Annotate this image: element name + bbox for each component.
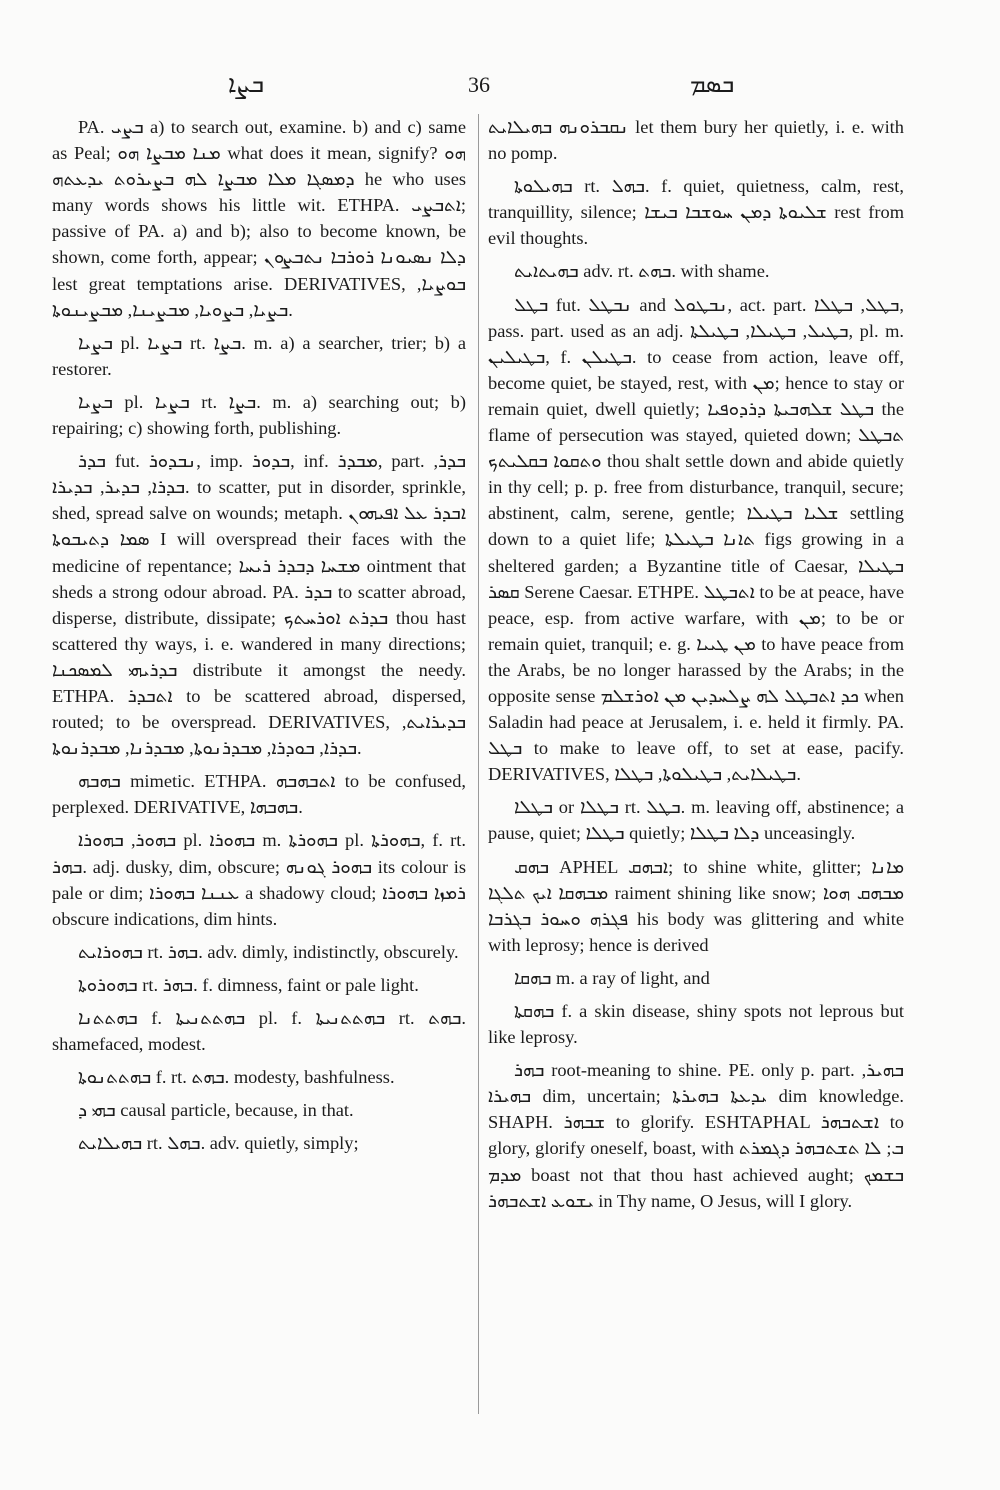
entry-3: ܒܛܠ fut. ܢܒܛܠ and ܢܒܛܘܠ, act. part. ܒܛܠ, ܒܛܠܐ, pass. part. used as an adj. ܒܛܝܠ, ܒܛܝܠܐ, ܒܛܝܠܬܐ, pl. m. ܒܛܝܠܝܢ, f. ܒܛܝܠܢ. to cease from action, leave off, become quiet, be stayed, rest, with ܡܢ; hence to stay or remain quiet, dwell quietly; ܒܛܠ ܫܠܗܒܝܬܐ ܕܪܕܘܦܝܐ the flame of persecution was stayed, quieted down; ܬܒܛܠ ܘܬܩܘܐ ܒܩܠܝܬܟ thou shalt settle down and abide quietly in thy cell; p. p. free from disturbance, tranquil, secure; abstinent, calm, serene, gentle; ܫܠܝܐ ܒܛܝܠܐ settling down to a quiet life; ܬܐܢܐ ܒܛܝܠܬܐ figs growing in a sheltered garden; a Byzantine title of Caesar, ܒܛܝܠܐ ܩܣܪ Serene Caesar. ETHPE. ܐܬܒܛܠ to be at peace, have peace, esp. from active warfare, with ܡܢ; to be or remain quiet, tranquil; e. g. ܡܢ ܛܝܝܐ to have peace from the Arabs, be no longer harassed by the Arabs; in the opposite sense ܟܕ ܐܬܒܛܠ ܠܗ ܨܠܚܕܝܢ ܡܢ ܐܘܪܫܠܡ when Saladin had peace at Jerusalem, i. e. held it firmly. PA. ܒܛܠ to make to leave off, to set at ease, pacify. DERIVATIVES, ܒܛܝܠܐܝܬ, ܒܛܝܠܘܬܐ, ܒܛܠܐ. — [488, 294, 904, 785]
running-head-right: ܒܣܡ — [690, 72, 735, 98]
page-number: 36 — [468, 72, 490, 97]
entry-5: ܒܗܩ APHEL ܐܒܗܩ; to shine white, glitter; ܡܐܢܐ ܡܒܗܩܐ ܐܝܟ ܬܠܓܐ raiment shining like snow; ܡܒܗܩ ܗܘܐ ܦܓܪܗ ܘܚܘܪ ܒܓܪܒܐ his body was glittering and white with leprosy; hence is derived — [488, 856, 904, 955]
entry-5: ܒܗܘܪ, ܒܗܘܪܐ pl. ܒܗܘܪܐ m. ܒܗܘܪܬܐ pl. ܒܗܘܪܬܐ, f. rt. ܒܗܪ. adj. dusky, dim, obscure; ܒܗܘܪ ܓܘܢܗ its colour is pale or dim; ܥܢܢܐ ܒܗܘܪܐ a shadowy cloud; ܪܡܙܐ ܒܗܘܪܐ obscure indications, dim hints. — [52, 830, 466, 929]
entry-8: ܒܗܪ root-meaning to shine. PE. only p. part. ܒܗܝܪ, ܒܗܝܪܐ dim, uncertain; ܝܕܥܬܐ ܒܗܝܪܬܐ dim knowledge. SHAPH. ܫܒܗܪ to glorify. ESHTAPHAL ܐܫܬܒܗܪ to glory, glorify oneself, boast, with ܒ; ܠܐ ܬܫܬܒܗܪ ܕܓܡܪܬ ܡܕܡ boast not that thou hast achieved aught; ܒܫܡܟ ܝܫܘܥ ܐܫܬܒܗܪ in Thy name, O Jesus, will I glory. — [488, 1060, 904, 1211]
entry-7: ܒܗܘܪܘܬܐ rt. ܒܗܪ. f. dimness, faint or pale light. — [78, 974, 419, 995]
entry-11: ܒܗܝܠܐܝܬ rt. ܒܗܠ. adv. quietly, simply; — [78, 1133, 359, 1154]
entry-1: ܒܨܝܐ pl. ܒܨܝܐ rt. ܒܨܐ. m. a) a searcher, trier; b) a restorer. — [52, 332, 466, 379]
entry-9: ܒܗܬܬܢܘܬܐ f. rt. ܒܗܬ. modesty, bashfulness. — [78, 1067, 395, 1088]
entry-1: ܒܗܝܠܘܬܐ rt. ܒܗܠ. f. quiet, quietness, calm, rest, tranquillity, silence; ܫܠܝܘܬܐ ܕܡܢ ܚܘܫܒܐ ܒܝܫܐ rest from evil thoughts. — [488, 176, 904, 249]
column-divider — [478, 114, 479, 1414]
entry-6: ܒܗܘܪܐܝܬ rt. ܒܗܪ. adv. dimly, indistinctly, obscurely. — [78, 941, 459, 962]
entry-7: ܒܗܩܬܐ f. a skin disease, shiny spots not leprous but like leprosy. — [488, 1001, 904, 1048]
left-column — [52, 114, 466, 1444]
right-column — [488, 114, 904, 1444]
entry-10: ܒܗܝ ܕ causal particle, because, in that. — [78, 1100, 354, 1121]
entry-4: ܒܗܒܗ mimetic. ETHPA. ܐܬܒܗܒܗ to be confused, perplexed. DERIVATIVE, ܒܗܒܗܐ. — [52, 771, 466, 818]
running-head-left: ܒܨܐ — [228, 72, 264, 98]
entry-2: ܒܨܝܐ pl. ܒܨܝܐ rt. ܒܨܐ. m. a) searching out; b) repairing; c) showing forth, publishing. — [52, 391, 466, 439]
entry-8: ܒܗܬܬܢܐ f. ܒܗܬܬܢܝܬܐ pl. f. ܒܗܬܬܢܝܬܐ rt. ܒܗܬ. shamefaced, modest. — [52, 1008, 466, 1055]
entry-continuation: ܢܩܒܪܘܢܗ ܒܗܝܠܐܝܬ let them bury her quietly, i. e. with no pomp. — [488, 117, 904, 164]
entry-4: ܒܛܠܐ or ܒܛܠܐ rt. ܒܛܠ. m. leaving off, abstinence; a pause, quiet; ܒܛܠܐ quietly; ܕܠܐ ܒܛܠܐ unceasingly. — [488, 797, 904, 844]
entry-3: ܒܕܪ fut. ܢܒܕܘܪ, imp. ܒܕܘܪ, inf. ܡܒܕܪ, part. ܒܕܪ, ܒܕܪܐ, ܒܕܝܪ, ܒܕܝܪܐ. to scatter, put in disorder, sprinkle, shed, spread salve on wounds; metaph. ܐܒܕܪ ܥܠ ܐܦܝܗܘܢ ܣܡܐ ܕܬܝܒܘܬܐ I will overspread their faces with the medicine of repentance; ܡܫܚܐ ܕܒܕܪ ܪܝܚܐ ointment that sheds a strong odour abroad. PA. ܒܕܪ to scatter abroad, disperse, distribute, dissipate; ܒܕܪܬ ܐܘܪܚܬܟ thou hast scattered thy ways, i. e. wandered in many directions; ܒܕܪܝܗܝ ܠܡܣܟܢܐ distribute it amongst the needy. ETHPA. ܐܬܒܕܪ to be scattered abroad, dispersed, routed; to be overspread. DERIVATIVES, ܒܕܝܪܐܝܬ, ܒܕܪܐ, ܒܘܕܪܐ, ܡܒܕܪܢܘܬܐ, ܡܒܕܪܢܐ, ܡܒܕܪܢܘܬܐ. — [52, 451, 466, 759]
entry-2: ܒܗܝܬܐܝܬ adv. rt. ܒܗܬ. with shame. — [514, 261, 770, 282]
entry-0: PA. ܒܨܝ a) to search out, examine. b) and c) same as Peal; ܡܢܐ ܡܒܨܐ ܗܘ what does it mean, signify? ܗܘ ܕܡܣܓܐ ܡܠܐ ܡܒܨܐ ܠܗ ܒܨܝܪܘܬ ܝܕܥܬܗ he who uses many words shows his little wit. ETHPA. ܐܬܒܨܝ; passive of PA. a) and b); also to become known, be shown, come forth, appear; ܕܠܐ ܢܣܝܘܢܐ ܪܘܪܒܐ ܢܬܒܨܘܢ lest great temptations arise. DERIVATIVES, ܒܘܨܝܐ, ܒܨܝܐ, ܒܨܘܝܐ, ܡܒܨܝܢܐ, ܡܒܨܝܢܘܬܐ. — [52, 117, 466, 320]
entry-6: ܒܗܩܐ m. a ray of light, and — [514, 967, 710, 988]
